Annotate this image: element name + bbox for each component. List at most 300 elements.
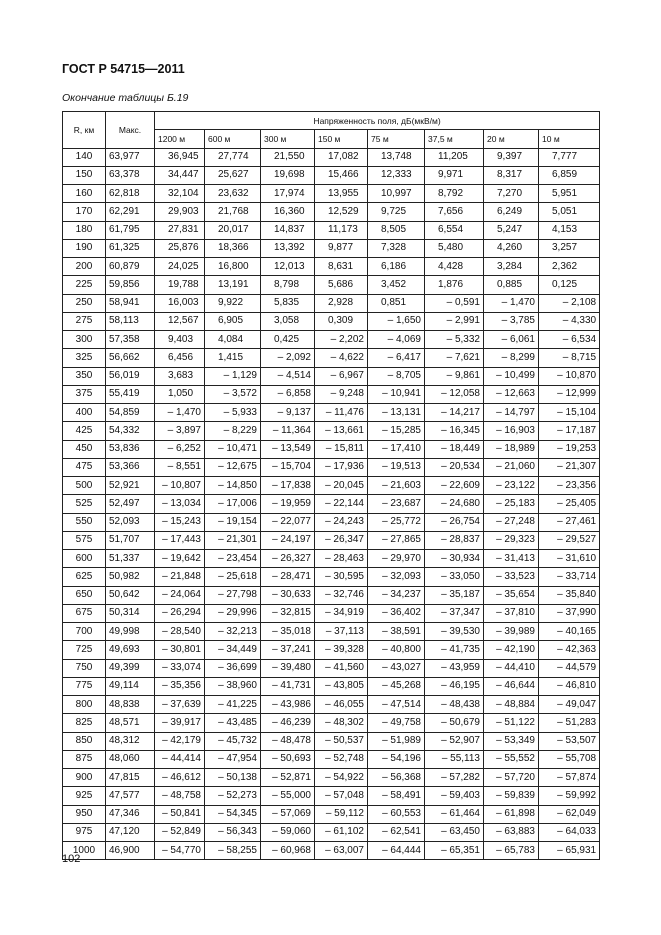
cell-value: – 51,122: [484, 714, 539, 732]
cell-value: – 52,273: [205, 787, 261, 805]
cell-value: – 35,018: [261, 623, 315, 641]
cell-value: – 25,405: [539, 495, 600, 513]
col-header-r: R, км: [63, 112, 106, 149]
cell-value: – 61,102: [315, 823, 368, 841]
table-row: [63, 349, 600, 367]
table-row: [63, 404, 600, 422]
cell-distance: 825: [63, 714, 106, 732]
table-row: [63, 787, 600, 805]
cell-value: 2,362: [539, 258, 600, 276]
table-row: [63, 422, 600, 440]
cell-value: – 36,699: [205, 659, 261, 677]
cell-value: 12,333: [368, 166, 425, 184]
cell-max: 52,497: [106, 495, 155, 513]
cell-value: – 19,642: [155, 550, 205, 568]
cell-value: – 19,959: [261, 495, 315, 513]
cell-value: – 50,841: [155, 805, 205, 823]
cell-value: – 10,941: [368, 385, 425, 403]
cell-value: 1,050: [155, 385, 205, 403]
cell-value: 11,205: [425, 148, 484, 166]
table-row: [63, 166, 600, 184]
cell-value: 6,905: [205, 312, 261, 330]
cell-value: – 59,403: [425, 787, 484, 805]
cell-value: – 1,129: [205, 367, 261, 385]
cell-value: – 65,783: [484, 842, 539, 860]
header-row-group: [63, 112, 600, 130]
col-header-height: 150 м: [315, 130, 368, 148]
cell-value: 4,153: [539, 221, 600, 239]
cell-value: – 43,959: [425, 659, 484, 677]
cell-value: – 25,183: [484, 495, 539, 513]
cell-value: – 62,049: [539, 805, 600, 823]
cell-distance: 700: [63, 623, 106, 641]
cell-max: 63,977: [106, 148, 155, 166]
cell-value: – 51,283: [539, 714, 600, 732]
cell-max: 55,419: [106, 385, 155, 403]
table-row: [63, 732, 600, 750]
cell-value: 8,631: [315, 258, 368, 276]
table-row: [63, 148, 600, 166]
cell-value: 4,084: [205, 331, 261, 349]
table-row: [63, 331, 600, 349]
cell-max: 48,571: [106, 714, 155, 732]
cell-value: 0,885: [484, 276, 539, 294]
cell-value: – 56,343: [205, 823, 261, 841]
cell-value: – 8,229: [205, 422, 261, 440]
cell-value: – 6,534: [539, 331, 600, 349]
cell-max: 54,332: [106, 422, 155, 440]
col-header-height: 75 м: [368, 130, 425, 148]
cell-value: 5,247: [484, 221, 539, 239]
cell-value: – 10,471: [205, 440, 261, 458]
cell-value: – 17,936: [315, 458, 368, 476]
cell-distance: 275: [63, 312, 106, 330]
cell-value: – 45,732: [205, 732, 261, 750]
cell-value: – 4,514: [261, 367, 315, 385]
cell-value: – 63,450: [425, 823, 484, 841]
table-row: [63, 513, 600, 531]
cell-max: 59,856: [106, 276, 155, 294]
cell-value: – 22,077: [261, 513, 315, 531]
cell-value: 1,415: [205, 349, 261, 367]
cell-value: – 4,069: [368, 331, 425, 349]
cell-value: – 63,883: [484, 823, 539, 841]
cell-value: – 42,179: [155, 732, 205, 750]
cell-distance: 600: [63, 550, 106, 568]
cell-value: – 40,165: [539, 623, 600, 641]
cell-max: 53,366: [106, 458, 155, 476]
cell-value: – 9,861: [425, 367, 484, 385]
cell-value: – 20,045: [315, 477, 368, 495]
cell-value: 13,955: [315, 185, 368, 203]
cell-value: 17,974: [261, 185, 315, 203]
cell-value: – 8,299: [484, 349, 539, 367]
cell-value: – 51,989: [368, 732, 425, 750]
cell-max: 50,982: [106, 568, 155, 586]
cell-value: 7,777: [539, 148, 600, 166]
cell-value: – 42,190: [484, 641, 539, 659]
cell-value: – 37,639: [155, 696, 205, 714]
cell-distance: 625: [63, 568, 106, 586]
cell-distance: 225: [63, 276, 106, 294]
cell-value: – 39,989: [484, 623, 539, 641]
cell-max: 60,879: [106, 258, 155, 276]
cell-value: – 20,534: [425, 458, 484, 476]
col-header-height: 10 м: [539, 130, 600, 148]
cell-value: – 18,989: [484, 440, 539, 458]
cell-value: – 28,471: [261, 568, 315, 586]
cell-distance: 350: [63, 367, 106, 385]
cell-distance: 725: [63, 641, 106, 659]
cell-value: – 5,933: [205, 404, 261, 422]
cell-value: – 11,476: [315, 404, 368, 422]
cell-value: – 59,112: [315, 805, 368, 823]
cell-distance: 650: [63, 586, 106, 604]
cell-value: – 29,996: [205, 604, 261, 622]
cell-value: – 54,922: [315, 769, 368, 787]
cell-value: – 46,612: [155, 769, 205, 787]
cell-value: – 29,527: [539, 531, 600, 549]
cell-value: – 2,108: [539, 294, 600, 312]
cell-value: – 27,461: [539, 513, 600, 531]
col-header-height: 300 м: [261, 130, 315, 148]
table-row: [63, 623, 600, 641]
cell-value: – 35,187: [425, 586, 484, 604]
cell-value: – 37,810: [484, 604, 539, 622]
cell-value: – 23,687: [368, 495, 425, 513]
cell-value: 16,360: [261, 203, 315, 221]
cell-max: 62,818: [106, 185, 155, 203]
table-row: [63, 805, 600, 823]
cell-value: 4,260: [484, 239, 539, 257]
cell-value: – 60,968: [261, 842, 315, 860]
col-header-height: 37,5 м: [425, 130, 484, 148]
cell-value: – 37,990: [539, 604, 600, 622]
table-row: [63, 696, 600, 714]
cell-value: – 7,621: [425, 349, 484, 367]
table-row: [63, 769, 600, 787]
cell-distance: 400: [63, 404, 106, 422]
cell-value: – 37,241: [261, 641, 315, 659]
table-row: [63, 568, 600, 586]
cell-value: – 12,058: [425, 385, 484, 403]
cell-value: – 35,840: [539, 586, 600, 604]
cell-value: – 44,410: [484, 659, 539, 677]
cell-distance: 250: [63, 294, 106, 312]
cell-value: – 58,255: [205, 842, 261, 860]
table-row: [63, 677, 600, 695]
cell-value: – 38,960: [205, 677, 261, 695]
cell-value: 27,774: [205, 148, 261, 166]
cell-value: – 43,986: [261, 696, 315, 714]
cell-distance: 170: [63, 203, 106, 221]
cell-value: – 21,603: [368, 477, 425, 495]
cell-value: 5,051: [539, 203, 600, 221]
cell-value: 25,876: [155, 239, 205, 257]
cell-value: – 54,196: [368, 750, 425, 768]
cell-value: 9,725: [368, 203, 425, 221]
cell-distance: 150: [63, 166, 106, 184]
cell-value: – 3,785: [484, 312, 539, 330]
cell-value: – 17,443: [155, 531, 205, 549]
cell-value: – 35,356: [155, 677, 205, 695]
cell-value: 3,683: [155, 367, 205, 385]
cell-value: – 53,349: [484, 732, 539, 750]
cell-value: – 50,537: [315, 732, 368, 750]
table-row: [63, 440, 600, 458]
cell-value: – 43,485: [205, 714, 261, 732]
cell-value: – 21,301: [205, 531, 261, 549]
cell-value: – 29,323: [484, 531, 539, 549]
cell-value: – 65,351: [425, 842, 484, 860]
cell-value: – 52,871: [261, 769, 315, 787]
cell-value: – 50,693: [261, 750, 315, 768]
cell-value: 23,632: [205, 185, 261, 203]
cell-value: 9,397: [484, 148, 539, 166]
cell-value: – 52,849: [155, 823, 205, 841]
col-header-height: 1200 м: [155, 130, 205, 148]
cell-max: 50,314: [106, 604, 155, 622]
cell-value: 4,428: [425, 258, 484, 276]
cell-value: – 33,074: [155, 659, 205, 677]
cell-value: – 16,345: [425, 422, 484, 440]
cell-value: – 50,679: [425, 714, 484, 732]
cell-value: – 15,811: [315, 440, 368, 458]
cell-distance: 850: [63, 732, 106, 750]
cell-value: – 17,410: [368, 440, 425, 458]
cell-value: 12,529: [315, 203, 368, 221]
cell-distance: 180: [63, 221, 106, 239]
cell-max: 52,093: [106, 513, 155, 531]
cell-value: – 17,838: [261, 477, 315, 495]
cell-max: 54,859: [106, 404, 155, 422]
cell-value: – 27,248: [484, 513, 539, 531]
cell-value: 7,328: [368, 239, 425, 257]
cell-value: 5,480: [425, 239, 484, 257]
cell-max: 48,060: [106, 750, 155, 768]
cell-distance: 750: [63, 659, 106, 677]
cell-value: – 4,622: [315, 349, 368, 367]
cell-distance: 775: [63, 677, 106, 695]
table-row: [63, 239, 600, 257]
cell-value: – 6,417: [368, 349, 425, 367]
cell-value: 6,456: [155, 349, 205, 367]
table-row: [63, 367, 600, 385]
cell-value: – 34,919: [315, 604, 368, 622]
cell-value: – 53,507: [539, 732, 600, 750]
cell-value: 10,997: [368, 185, 425, 203]
cell-value: – 47,954: [205, 750, 261, 768]
cell-value: – 47,514: [368, 696, 425, 714]
cell-distance: 675: [63, 604, 106, 622]
cell-value: 32,104: [155, 185, 205, 203]
table-row: [63, 385, 600, 403]
cell-value: – 57,874: [539, 769, 600, 787]
cell-max: 47,120: [106, 823, 155, 841]
cell-value: – 23,122: [484, 477, 539, 495]
col-header-height: 20 м: [484, 130, 539, 148]
cell-value: – 32,746: [315, 586, 368, 604]
cell-value: 8,798: [261, 276, 315, 294]
cell-value: – 57,720: [484, 769, 539, 787]
cell-value: – 10,870: [539, 367, 600, 385]
cell-value: – 46,644: [484, 677, 539, 695]
cell-value: 27,831: [155, 221, 205, 239]
cell-value: 5,951: [539, 185, 600, 203]
cell-value: 19,788: [155, 276, 205, 294]
cell-value: – 46,195: [425, 677, 484, 695]
cell-value: 9,877: [315, 239, 368, 257]
cell-value: – 39,917: [155, 714, 205, 732]
cell-value: – 59,839: [484, 787, 539, 805]
table-row: [63, 258, 600, 276]
cell-max: 62,291: [106, 203, 155, 221]
cell-value: – 22,144: [315, 495, 368, 513]
cell-value: 15,466: [315, 166, 368, 184]
cell-max: 56,662: [106, 349, 155, 367]
cell-value: 2,928: [315, 294, 368, 312]
cell-max: 48,838: [106, 696, 155, 714]
cell-value: 3,284: [484, 258, 539, 276]
cell-distance: 140: [63, 148, 106, 166]
cell-value: – 59,992: [539, 787, 600, 805]
cell-value: – 24,064: [155, 586, 205, 604]
table-row: [63, 458, 600, 476]
col-header-group: Напряженность поля, дБ(мкВ/м): [155, 112, 600, 130]
cell-value: 14,837: [261, 221, 315, 239]
cell-value: – 24,680: [425, 495, 484, 513]
cell-value: 0,425: [261, 331, 315, 349]
table-row: [63, 641, 600, 659]
document-header: ГОСТ Р 54715—2011: [62, 62, 185, 76]
cell-value: – 64,444: [368, 842, 425, 860]
cell-value: – 26,294: [155, 604, 205, 622]
cell-value: – 6,858: [261, 385, 315, 403]
cell-value: – 54,770: [155, 842, 205, 860]
cell-value: – 46,055: [315, 696, 368, 714]
cell-value: – 32,093: [368, 568, 425, 586]
table-row: [63, 477, 600, 495]
cell-value: 13,748: [368, 148, 425, 166]
cell-value: – 49,047: [539, 696, 600, 714]
cell-value: – 55,113: [425, 750, 484, 768]
cell-value: – 11,364: [261, 422, 315, 440]
cell-value: – 26,327: [261, 550, 315, 568]
cell-value: 5,686: [315, 276, 368, 294]
cell-value: – 28,463: [315, 550, 368, 568]
cell-value: – 37,347: [425, 604, 484, 622]
cell-distance: 875: [63, 750, 106, 768]
cell-value: – 55,000: [261, 787, 315, 805]
table-row: [63, 294, 600, 312]
page-number: 102: [62, 853, 81, 865]
cell-value: – 31,413: [484, 550, 539, 568]
cell-value: – 19,253: [539, 440, 600, 458]
cell-value: – 15,104: [539, 404, 600, 422]
cell-distance: 200: [63, 258, 106, 276]
cell-max: 47,577: [106, 787, 155, 805]
cell-value: – 39,480: [261, 659, 315, 677]
cell-value: – 42,363: [539, 641, 600, 659]
cell-value: 18,366: [205, 239, 261, 257]
cell-value: 16,800: [205, 258, 261, 276]
cell-value: – 32,815: [261, 604, 315, 622]
cell-value: – 19,154: [205, 513, 261, 531]
cell-value: – 26,347: [315, 531, 368, 549]
cell-max: 58,113: [106, 312, 155, 330]
cell-distance: 425: [63, 422, 106, 440]
cell-value: – 34,237: [368, 586, 425, 604]
cell-value: 17,082: [315, 148, 368, 166]
cell-value: – 29,970: [368, 550, 425, 568]
cell-value: – 24,197: [261, 531, 315, 549]
cell-value: 8,505: [368, 221, 425, 239]
cell-value: – 43,027: [368, 659, 425, 677]
cell-value: – 0,591: [425, 294, 484, 312]
cell-value: 3,058: [261, 312, 315, 330]
cell-value: 0,851: [368, 294, 425, 312]
cell-value: – 48,438: [425, 696, 484, 714]
cell-value: – 22,609: [425, 477, 484, 495]
cell-value: – 39,328: [315, 641, 368, 659]
cell-value: 11,173: [315, 221, 368, 239]
cell-value: 13,191: [205, 276, 261, 294]
cell-value: – 23,356: [539, 477, 600, 495]
cell-value: – 63,007: [315, 842, 368, 860]
cell-value: – 21,060: [484, 458, 539, 476]
table-row: [63, 276, 600, 294]
cell-distance: 160: [63, 185, 106, 203]
cell-value: – 9,248: [315, 385, 368, 403]
cell-value: 20,017: [205, 221, 261, 239]
cell-distance: 950: [63, 805, 106, 823]
cell-value: – 1,650: [368, 312, 425, 330]
cell-max: 51,707: [106, 531, 155, 549]
cell-value: – 56,368: [368, 769, 425, 787]
cell-distance: 800: [63, 696, 106, 714]
cell-value: – 18,449: [425, 440, 484, 458]
cell-value: – 41,225: [205, 696, 261, 714]
cell-value: – 2,991: [425, 312, 484, 330]
cell-max: 63,378: [106, 166, 155, 184]
cell-value: 0,125: [539, 276, 600, 294]
cell-value: 9,922: [205, 294, 261, 312]
cell-value: 12,567: [155, 312, 205, 330]
cell-max: 49,399: [106, 659, 155, 677]
cell-distance: 1000: [63, 842, 106, 860]
cell-value: – 19,513: [368, 458, 425, 476]
cell-value: – 6,252: [155, 440, 205, 458]
cell-value: – 15,285: [368, 422, 425, 440]
cell-value: – 8,551: [155, 458, 205, 476]
cell-value: 36,945: [155, 148, 205, 166]
cell-value: – 59,060: [261, 823, 315, 841]
cell-value: 16,003: [155, 294, 205, 312]
cell-value: – 30,801: [155, 641, 205, 659]
table-row: [63, 604, 600, 622]
cell-max: 49,114: [106, 677, 155, 695]
cell-value: 8,792: [425, 185, 484, 203]
cell-value: – 64,033: [539, 823, 600, 841]
cell-value: 34,447: [155, 166, 205, 184]
cell-value: – 13,549: [261, 440, 315, 458]
field-strength-table: [62, 111, 600, 860]
cell-max: 48,312: [106, 732, 155, 750]
table-row: [63, 185, 600, 203]
col-header-height: 600 м: [205, 130, 261, 148]
cell-value: – 1,470: [155, 404, 205, 422]
cell-distance: 300: [63, 331, 106, 349]
